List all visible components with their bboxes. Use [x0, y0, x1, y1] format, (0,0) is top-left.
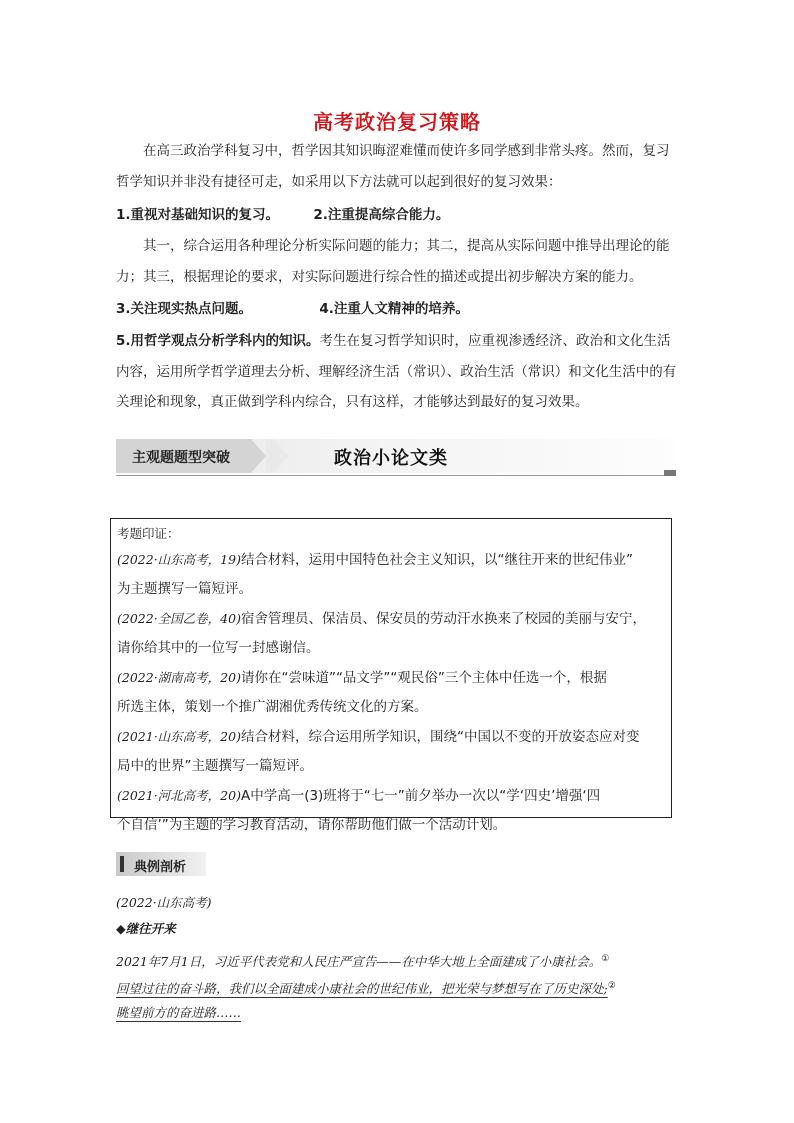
exam-entry-source: (2022·全国乙卷，40) [117, 611, 241, 626]
page-title: 高考政治复习策略 [313, 110, 481, 134]
exam-entry-line-2: 局中的世界”主题撰写一篇短评。 [117, 758, 313, 774]
example-analysis-tag [116, 852, 206, 876]
item-1: 1.重视对基础知识的复习。 [116, 207, 280, 223]
item-5-paragraph [116, 326, 678, 418]
example-line-2: 回望过往的奋斗路，我们以全面建成小康社会的世纪伟业，把光荣与梦想写在了历史深处; [116, 981, 608, 997]
item-5-line-1: 考生在复习哲学知识时，应重视渗透经济、政治和文化生 [319, 333, 658, 349]
example-source: (2022·山东高考) [116, 895, 212, 910]
item-4: 4.注重人文精神的培养。 [319, 301, 469, 317]
exam-entry-source: (2021·山东高考，20) [117, 729, 241, 744]
banner-end-mark [664, 470, 676, 476]
item-2-description [116, 231, 678, 292]
exam-entry-line-2: 所选主体，策划一个推广湖湘优秀传统文化的方案。 [117, 699, 428, 715]
example-text [116, 947, 686, 1025]
intro-line-1: 在高三政治学科复习中，哲学因其知识晦涩难懂而使许多同学感到非常头疼。然而，复 [143, 143, 656, 159]
exam-entry-line-1: A中学高一(3)班将于“七一”前夕举办一次以“学‘四史’增强‘四 [240, 788, 601, 804]
exam-entry-line-2: 请你给其中的一位写一封感谢信。 [117, 640, 320, 656]
example-line-3: 眺望前方的奋进路…… [116, 1005, 242, 1021]
banner-title: 政治小论文类 [334, 448, 448, 469]
item-row-3-4 [116, 294, 469, 324]
section-banner [116, 439, 676, 477]
example-heading: ◆继往开来 [116, 921, 176, 936]
exam-entry-line-1: 请你在“尝味道”“品文学”“观民俗”三个主体中任选一个，根据 [240, 670, 607, 686]
exam-entry [117, 545, 663, 604]
exam-entry-source: (2021·河北高考，20) [117, 788, 241, 803]
exam-reference-box [110, 518, 672, 833]
exam-entry [117, 722, 663, 781]
item-5-heading: 5.用哲学观点分析学科内的知识。 [116, 333, 320, 349]
item-2-desc-line-2: 能力；其三，根据理论的要求，对实际问题进行综合性的描述或提出初步解决方案的能力。 [116, 238, 670, 285]
item-5-line-2: 活内容，运用所学哲学道理去分析、理解经济生活（常识）、政治生活（常识）和文化生活中 [116, 333, 671, 380]
intro-line-2: 习哲学知识并非没有捷径可走，如采用以下方法就可以起到很好的复习效果： [116, 143, 670, 190]
exam-box-heading: 考题印证： [117, 526, 180, 541]
intro-paragraph [116, 136, 678, 197]
exam-entry [117, 663, 663, 722]
exam-entry-line-1: 结合材料，综合运用所学知识，围绕“中国以不变的开放姿态应对变 [240, 729, 640, 745]
exam-entry-source: (2022·湖南高考，20) [117, 670, 241, 685]
exam-entry-line-1: 宿舍管理员、保洁员、保安员的劳动汗水换来了校园的美丽与安宁， [240, 611, 646, 627]
footnote-mark-2: ② [607, 981, 616, 992]
exam-entry [117, 781, 663, 840]
item-row-1-2 [116, 200, 449, 230]
example-tag-label: 典例剖析 [134, 860, 187, 875]
item-3: 3.关注现实热点问题。 [116, 301, 253, 317]
banner-divider [116, 475, 676, 476]
item-2: 2.注重提高综合能力。 [313, 207, 450, 223]
banner-tag-label: 主观题题型突破 [132, 450, 230, 466]
exam-entry [117, 604, 663, 663]
footnote-mark-1: ① [601, 954, 610, 964]
exam-entry-source: (2022·山东高考，19) [117, 552, 241, 567]
exam-entry-line-2: 为主题撰写一篇短评。 [117, 581, 252, 597]
example-tag-bar [120, 856, 124, 872]
exam-entry-line-2: 个自信’”为主题的学习教育活动，请你帮助他们做一个活动计划。 [117, 817, 507, 833]
item-2-desc-line-1: 其一，综合运用各种理论分析实际问题的能力；其二，提高从实际问题中推导出理论的 [143, 238, 656, 254]
item-5-line-3: 的有关理论和现象，真正做到学科内综合，只有这样，才能够达到最好的复习效果。 [116, 363, 677, 410]
exam-entry-line-1: 结合材料，运用中国特色社会主义知识，以“继往开来的世纪伟业” [240, 552, 633, 568]
example-line-1: 2021年7月1日，习近平代表党和人民庄严宣告——在中华大地上全面建成了小康社会。 [116, 954, 602, 970]
